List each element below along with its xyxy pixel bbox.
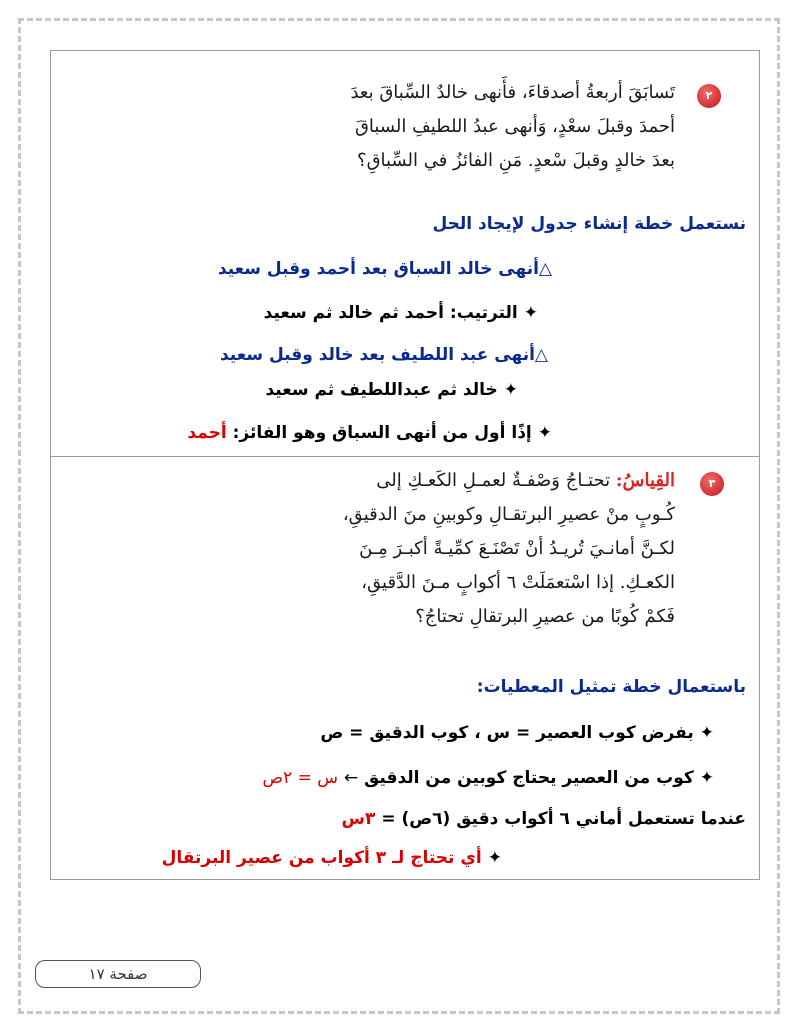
- triangle-icon: △: [538, 259, 552, 279]
- answer-3-line-1: [320, 723, 714, 743]
- bullet-icon: ✦: [537, 423, 552, 443]
- answer-2-line-3: [220, 345, 548, 365]
- answer-2-line-4: [265, 380, 518, 400]
- bullet-icon: ✦: [487, 848, 502, 868]
- question-3-line-5: فَكمْ كُوبًا من عصيرِ البرتقالِ تحتاجُ؟: [415, 606, 675, 627]
- answer-2-line-2-text: الترتيب: أحمد ثم خالد ثم سعيد: [263, 303, 518, 323]
- answer-2-line-4-text: خالد ثم عبداللطيف ثم سعيد: [265, 380, 498, 400]
- answer-2-line-3-text: أنهى عبد اللطيف بعد خالد وقبل سعيد: [219, 345, 535, 365]
- answer-3-equation: س = ٢ص: [262, 768, 338, 788]
- answer-3-line-2-text: كوب من العصير يحتاج كوبين من الدقيق: [364, 768, 694, 788]
- arrow-left-icon: ←: [343, 768, 359, 788]
- answer-3-line-1-text: بفرض كوب العصير = س ، كوب الدقيق = ص: [320, 723, 694, 743]
- answer-3-line-2: [262, 768, 714, 788]
- question-2-line-1: تَسابَقَ أربعةُ أصدقاءَ، فأَنهى خالدٌ السِّباقَ بعدَ: [350, 82, 675, 103]
- question-3-line-1-text: تحتـاجُ وَصْفـةٌ لعمـلِ الكَعـكِ إلى: [376, 470, 611, 491]
- question-3-line-2: كُـوبٍ منْ عصيرِ البرتقـالِ وكوبينِ منَ الدقيقِ،: [342, 504, 675, 525]
- answer-3-heading: باستعمال خطة تمثيل المعطيات:: [476, 677, 746, 697]
- answer-2-line-5-text: إذًا أول من أنهى السباق وهو الفائز:: [232, 423, 532, 443]
- bullet-icon: ✦: [699, 768, 714, 788]
- question-2-line-3: بعدَ خالدٍ وقبلَ سْعدٍ. مَنِ الفائزُ في السِّباقِ؟: [357, 150, 675, 171]
- question-3-line-4: الكعـكِ. إذا اسْتعمَلَتْ ٦ أكوابٍ مـنَ الدَّقيقِ،: [361, 572, 675, 593]
- page-number-badge: [35, 960, 201, 988]
- section-divider: [50, 456, 760, 457]
- answer-2-line-1-text: أنهى خالد السباق بعد أحمد وقبل سعيد: [217, 259, 539, 279]
- answer-2-winner: أحمد: [187, 423, 227, 443]
- question-3-line-1: [376, 470, 675, 491]
- answer-2-heading: نستعمل خطة إنشاء جدول لإيجاد الحل: [432, 214, 746, 234]
- question-3-label: القِياسُ:: [615, 470, 675, 491]
- question-3-line-3: لكـنَّ أمانـيَ تُريـدُ أنْ تَصْنَـعَ كمِّيـةً أكبـرَ مِـنَ: [359, 538, 675, 559]
- bullet-icon: ✦: [503, 380, 518, 400]
- triangle-icon: △: [534, 345, 548, 365]
- answer-2-line-5: [187, 423, 552, 443]
- content-frame: [50, 50, 760, 880]
- question-2-number-badge: ٢: [697, 84, 721, 108]
- page-number-label: صفحة ١٧: [88, 965, 148, 983]
- answer-2-line-2: [264, 303, 538, 323]
- question-2-line-2: أحمدَ وقبلَ سعْدٍ، وَأنهى عبدُ اللطيفِ السباقَ: [354, 116, 675, 137]
- answer-3-line-4: [162, 848, 502, 868]
- answer-3-final: أي تحتاج لـ ٣ أكواب من عصير البرتقال: [161, 848, 482, 868]
- answer-2-line-1: [218, 259, 552, 279]
- bullet-icon: ✦: [699, 723, 714, 743]
- question-3-number-badge: ٣: [700, 472, 724, 496]
- bullet-icon: ✦: [523, 303, 538, 323]
- answer-3-line-3: [342, 809, 746, 829]
- answer-3-line-3-text: عندما تستعمل أماني ٦ أكواب دقيق (٦ص) =: [381, 809, 746, 829]
- answer-3-line-3-result: ٣س: [341, 809, 376, 829]
